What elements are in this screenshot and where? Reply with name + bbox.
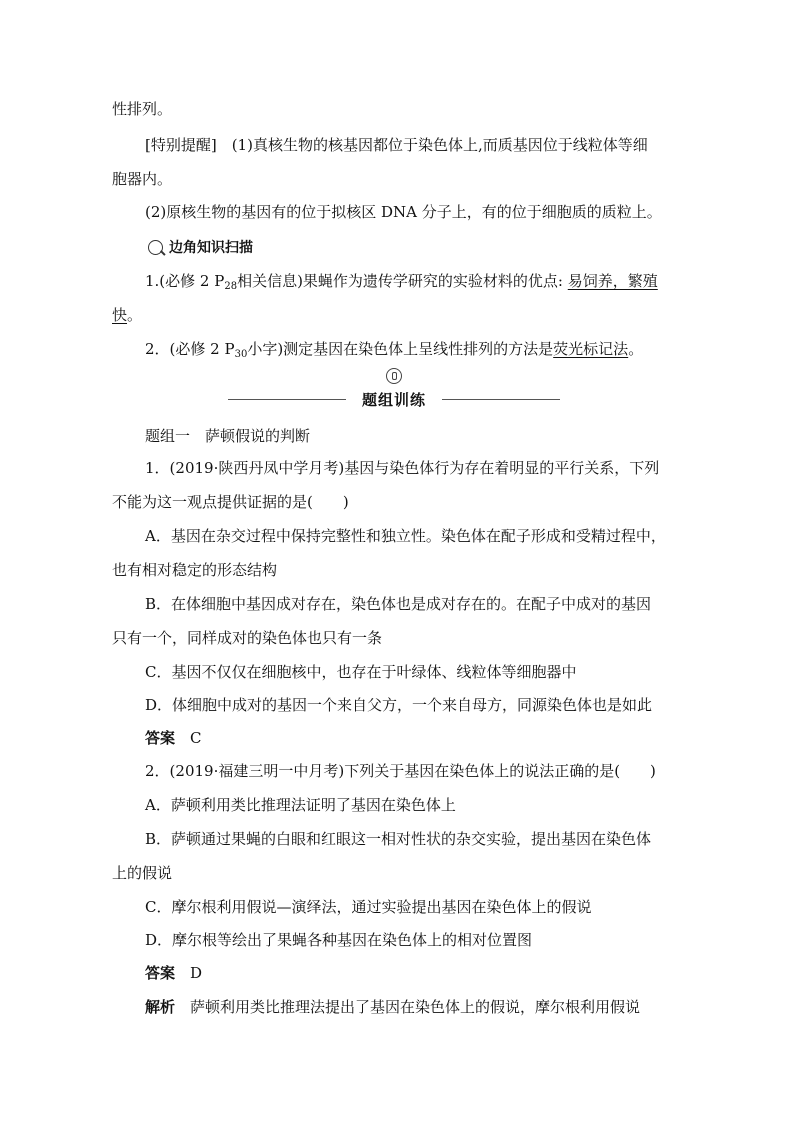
- analysis-text: 萨顿利用类比推理法提出了基因在染色体上的假说，摩尔根利用假说: [190, 998, 641, 1016]
- magnifier-icon: [148, 240, 163, 255]
- q2-stem: 2．(2019·福建三明一中月考)下列关于基因在染色体上的说法正确的是( ): [145, 762, 656, 780]
- special-note-line: [特别提醒] (1)真核生物的核基因都位于染色体上,而质基因位于线粒体等细: [145, 136, 648, 154]
- q1-option-a: A．基因在杂交过程中保持完整性和独立性。染色体在配子形成和受精过程中，: [145, 527, 666, 545]
- group-title: 题组一 萨顿假说的判断: [145, 427, 311, 445]
- answer-value: D: [190, 964, 203, 982]
- section-label: 边角知识扫描: [169, 240, 253, 256]
- banner-title: 题组训练: [361, 391, 426, 409]
- analysis-label: 解析: [145, 998, 176, 1016]
- underlined-answer: 易饲养，繁殖: [567, 272, 658, 290]
- scan-item-1: [145, 270, 658, 298]
- text-line: (2)原核生物的基因有的位于拟核区 DNA 分子上，有的位于细胞质的质粒上。: [145, 203, 662, 221]
- scan-item-2: [145, 338, 643, 366]
- q2-option-b-cont: 上的假说: [112, 864, 173, 882]
- q1-answer: [145, 727, 202, 749]
- answer-value: C: [190, 729, 202, 747]
- q1-option-a-cont: 也有相对稳定的形态结构: [112, 561, 278, 579]
- q2-option-a: A．萨顿利用类比推理法证明了基因在染色体上: [145, 796, 456, 814]
- answer-label: 答案: [145, 729, 176, 747]
- text: 。: [127, 306, 143, 324]
- answer-label: 答案: [145, 964, 176, 982]
- scan-item-1-cont: [112, 304, 142, 326]
- text: 。: [628, 340, 644, 358]
- q2-option-b: B．萨顿通过果蝇的白眼和红眼这一相对性状的杂交实验，提出基因在染色体: [145, 830, 652, 848]
- subscript: 28: [224, 281, 238, 292]
- text: 2．(必修 2 P: [145, 340, 235, 358]
- underlined-answer: 快: [112, 306, 128, 324]
- text: 小字)测定基因在染色体上呈线性排列的方法是: [247, 340, 554, 358]
- q1-option-b: B．在体细胞中基因成对存在，染色体也是成对存在的。在配子中成对的基因: [145, 595, 652, 613]
- q2-analysis: [145, 996, 640, 1018]
- section-heading: [148, 236, 253, 258]
- q2-option-c: C．摩尔根利用假说—演绎法，通过实验提出基因在染色体上的假说: [145, 898, 592, 916]
- text: 相关信息)果蝇作为遗传学研究的实验材料的优点:: [237, 272, 568, 290]
- q2-option-d: D．摩尔根等绘出了果蝇各种基因在染色体上的相对位置图: [145, 931, 533, 949]
- q1-stem-cont: 不能为这一观点提供证据的是( ): [112, 493, 349, 511]
- text: 1.(必修 2 P: [145, 272, 225, 290]
- q1-option-d: D．体细胞中成对的基因一个来自父方，一个来自母方，同源染色体也是如此: [145, 696, 653, 714]
- exercise-banner: [228, 366, 560, 414]
- underlined-answer: 荧光标记法: [553, 340, 629, 358]
- subscript: 30: [234, 349, 248, 360]
- text-line: 性排列。: [112, 100, 173, 118]
- q1-option-c: C．基因不仅仅在细胞核中，也存在于叶绿体、线粒体等细胞器中: [145, 663, 577, 681]
- q1-stem: 1．(2019·陕西丹凤中学月考)基因与染色体行为存在着明显的平行关系，下列: [145, 459, 660, 477]
- q2-answer: [145, 962, 202, 984]
- text-line: 胞器内。: [112, 170, 173, 188]
- q1-option-b-cont: 只有一个，同样成对的染色体也只有一条: [112, 629, 383, 647]
- lightbulb-icon: [386, 368, 402, 384]
